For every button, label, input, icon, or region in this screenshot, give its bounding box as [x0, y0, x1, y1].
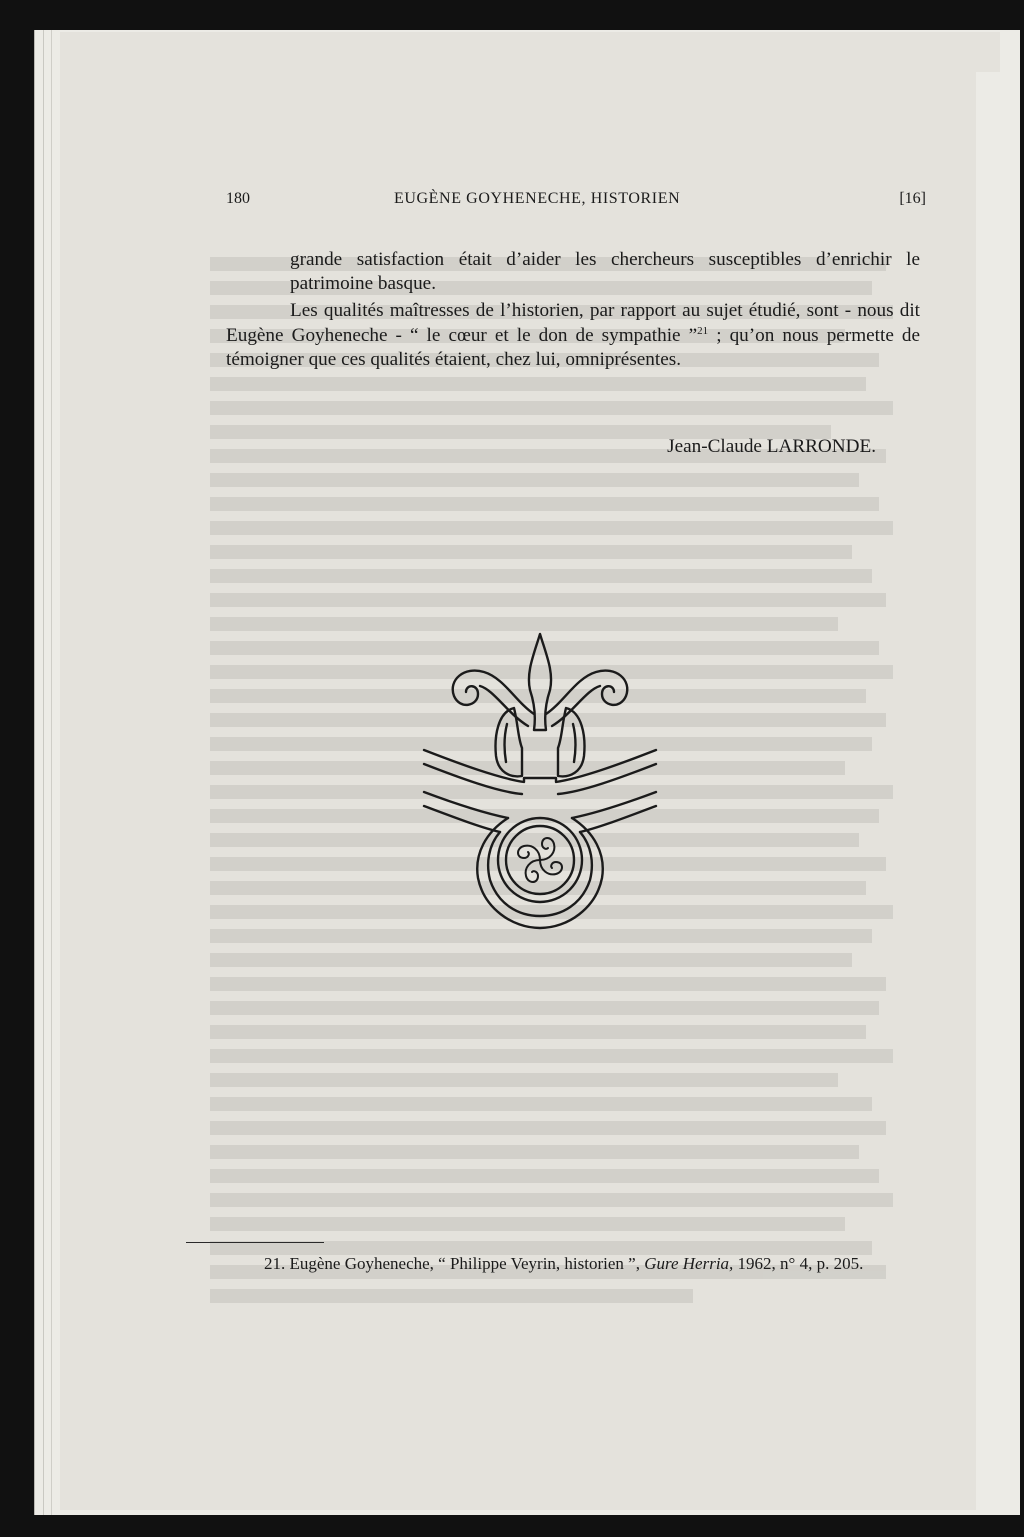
paragraph-2 — [226, 299, 920, 372]
author-signature: Jean-Claude LARRONDE. — [667, 436, 876, 457]
footnote-journal: Gure Herria, — [644, 1254, 734, 1273]
body-text — [226, 248, 920, 372]
page-number: 180 — [226, 190, 250, 207]
basque-lauburu-emblem-icon — [410, 632, 670, 932]
running-head — [226, 190, 926, 216]
facing-page-edge — [976, 72, 1000, 1512]
paragraph-1: grande satisfaction était d’aider les chercheurs susceptibles d’enrichir le patrimoine basque. — [290, 249, 920, 295]
footnote-number: 21. — [264, 1254, 286, 1273]
footnote-text: Eugène Goyheneche, “ Philippe Veyrin, historien ”, — [285, 1254, 645, 1273]
footnote-citation: 1962, n° 4, p. 205. — [733, 1254, 864, 1273]
paragraph-2-end: ; qu’on nous permette de témoigner que ces qualités étaient, chez lui, omniprésentes. — [226, 324, 920, 370]
paragraph-2-text: Les qualités maîtresses de l’historien, par rapport au sujet étudié, sont - nous dit Eugène Goyheneche - “ le cœur et le don de sympathie ” — [226, 300, 920, 346]
footnote-rule — [186, 1242, 324, 1243]
running-title: EUGÈNE GOYHENECHE, HISTORIEN — [394, 190, 681, 207]
book-page — [60, 32, 1000, 1510]
section-number: [16] — [899, 190, 926, 207]
footnote — [226, 1253, 930, 1274]
footnote-ref: 21 — [697, 324, 709, 337]
